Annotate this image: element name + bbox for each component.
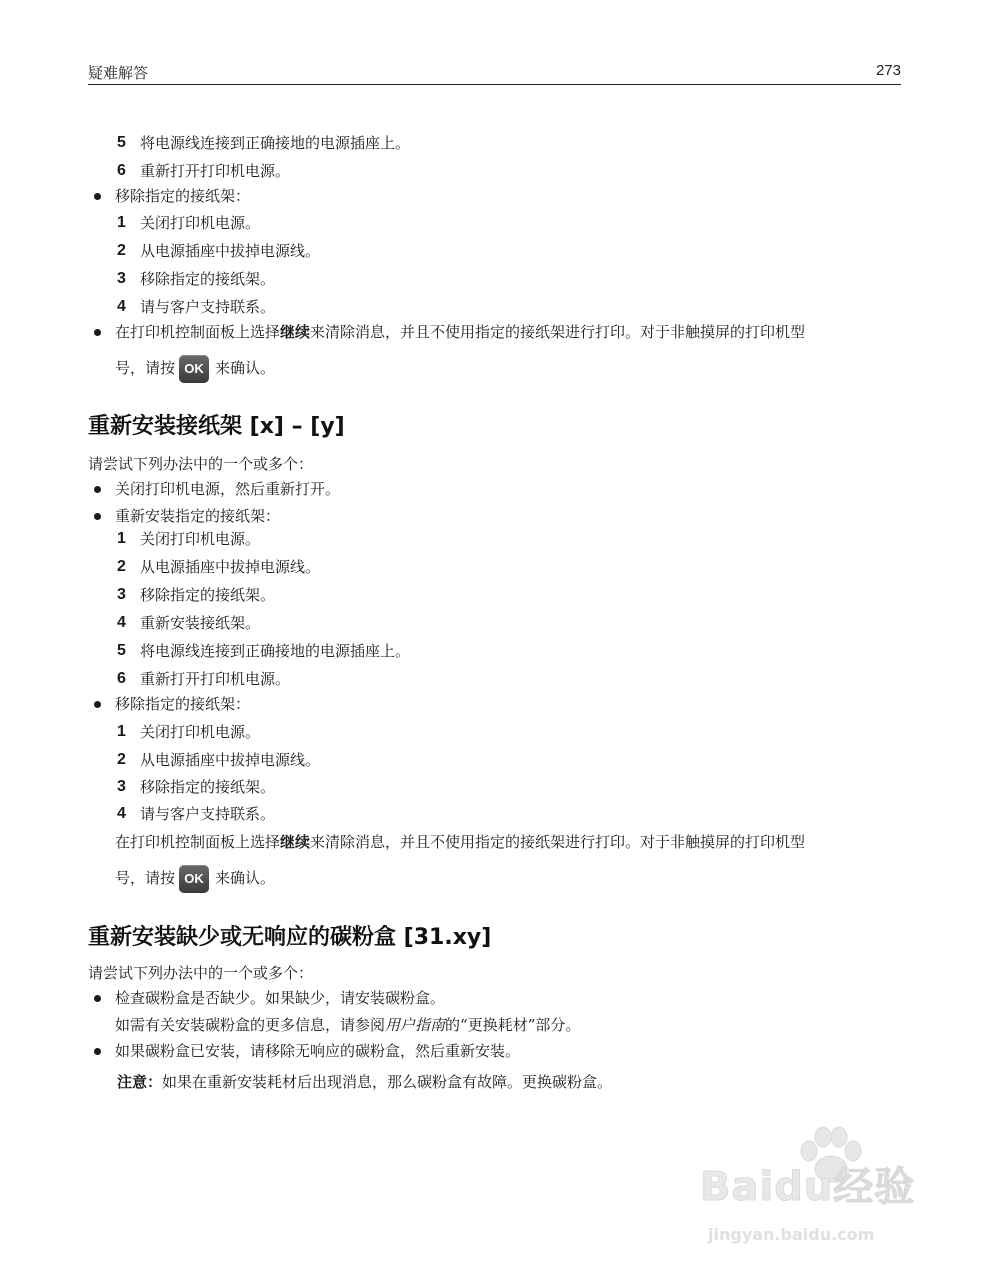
- step-number: 6: [117, 670, 126, 687]
- bullet-text: 如果碳粉盒已安装，请移除无响应的碳粉盒，然后重新安装。: [115, 1042, 521, 1060]
- bullet-text: 关闭打印机电源，然后重新打开。: [115, 480, 341, 498]
- watermark: [700, 1125, 930, 1255]
- step-number: 3: [117, 270, 126, 287]
- step-number: 4: [117, 614, 126, 631]
- step-text: 从电源插座中拔掉电源线。: [140, 242, 321, 260]
- note-label: 注意：: [117, 1073, 163, 1091]
- step-number: 3: [117, 586, 126, 603]
- step-text: 请与客户支持联系。: [140, 805, 276, 823]
- press-post: 来确认。: [215, 359, 276, 377]
- header-section-title: 疑难解答: [88, 64, 149, 82]
- bullet-dot: [94, 513, 101, 520]
- press-pre: 号，请按: [115, 869, 176, 887]
- step-number: 1: [117, 530, 126, 547]
- step-text: 关闭打印机电源。: [140, 214, 261, 232]
- step-number: 3: [117, 778, 126, 795]
- continue-post: 来清除消息，并且不使用指定的接纸架进行打印。对于非触摸屏的打印机型: [310, 323, 806, 341]
- bullet-text: 重新安装指定的接纸架：: [115, 507, 281, 525]
- info-pre: 如需有关安装碳粉盒的更多信息，请参阅: [115, 1016, 386, 1034]
- step-text: 重新安装接纸架。: [140, 614, 261, 632]
- intro-text: 请尝试下列办法中的一个或多个：: [88, 455, 314, 473]
- info-line: [115, 1015, 580, 1035]
- step-text: 关闭打印机电源。: [140, 723, 261, 741]
- step-text: 重新打开打印机电源。: [140, 162, 291, 180]
- step-text: 移除指定的接纸架。: [140, 586, 276, 604]
- step-text: 从电源插座中拔掉电源线。: [140, 558, 321, 576]
- header-page-number: 273: [875, 62, 901, 79]
- bullet-text: 移除指定的接纸架：: [115, 187, 251, 205]
- ok-button-icon: OK: [179, 355, 209, 383]
- step-text: 从电源插座中拔掉电源线。: [140, 751, 321, 769]
- step-number: 4: [117, 298, 126, 315]
- continue-pre: 在打印机控制面板上选择: [115, 323, 281, 341]
- press-post: 来确认。: [215, 869, 276, 887]
- step-text: 关闭打印机电源。: [140, 530, 261, 548]
- step-number: 2: [117, 242, 126, 259]
- info-post: 的“更换耗材”部分。: [445, 1016, 581, 1034]
- step-number: 1: [117, 723, 126, 740]
- bullet-text-continue: [115, 322, 805, 342]
- note-line: [117, 1072, 612, 1092]
- section-heading: 重新安装接纸架 [x] – [y]: [88, 414, 345, 439]
- step-text: 移除指定的接纸架。: [140, 778, 276, 796]
- bullet-dot: [94, 329, 101, 336]
- continue-line: [115, 832, 805, 852]
- press-pre: 号，请按: [115, 359, 176, 377]
- step-number: 6: [117, 162, 126, 179]
- step-text: 将电源线连接到正确接地的电源插座上。: [140, 642, 411, 660]
- section-heading: 重新安装缺少或无响应的碳粉盒 [31.xy]: [88, 925, 492, 950]
- continue-post: 来清除消息，并且不使用指定的接纸架进行打印。对于非触摸屏的打印机型: [310, 833, 806, 851]
- bullet-dot: [94, 701, 101, 708]
- step-number: 5: [117, 642, 126, 659]
- bullet-dot: [94, 1048, 101, 1055]
- note-text: 如果在重新安装耗材后出现消息，那么碳粉盒有故障。更换碳粉盒。: [162, 1073, 613, 1091]
- step-number: 4: [117, 805, 126, 822]
- step-number: 1: [117, 214, 126, 231]
- step-number: 2: [117, 558, 126, 575]
- bullet-dot: [94, 995, 101, 1002]
- press-ok-line: [115, 354, 275, 383]
- bullet-dot: [94, 193, 101, 200]
- step-number: 5: [117, 134, 126, 151]
- bullet-text: 移除指定的接纸架：: [115, 695, 251, 713]
- user-guide-ref: 用户指南: [385, 1016, 446, 1034]
- step-number: 2: [117, 751, 126, 768]
- ok-button-icon: OK: [179, 865, 209, 893]
- watermark-brand: Baidu经验: [700, 1164, 916, 1210]
- step-text: 移除指定的接纸架。: [140, 270, 276, 288]
- bullet-dot: [94, 486, 101, 493]
- press-ok-line: [115, 864, 275, 893]
- continue-pre: 在打印机控制面板上选择: [115, 833, 281, 851]
- step-text: 将电源线连接到正确接地的电源插座上。: [140, 134, 411, 152]
- bullet-text: 检查碳粉盒是否缺少。如果缺少，请安装碳粉盒。: [115, 989, 446, 1007]
- continue-bold: 继续: [280, 833, 311, 851]
- step-text: 请与客户支持联系。: [140, 298, 276, 316]
- header-rule: [88, 84, 901, 85]
- step-text: 重新打开打印机电源。: [140, 670, 291, 688]
- intro-text: 请尝试下列办法中的一个或多个：: [88, 964, 314, 982]
- watermark-url: jingyan.baidu.com: [708, 1225, 875, 1244]
- continue-bold: 继续: [280, 323, 311, 341]
